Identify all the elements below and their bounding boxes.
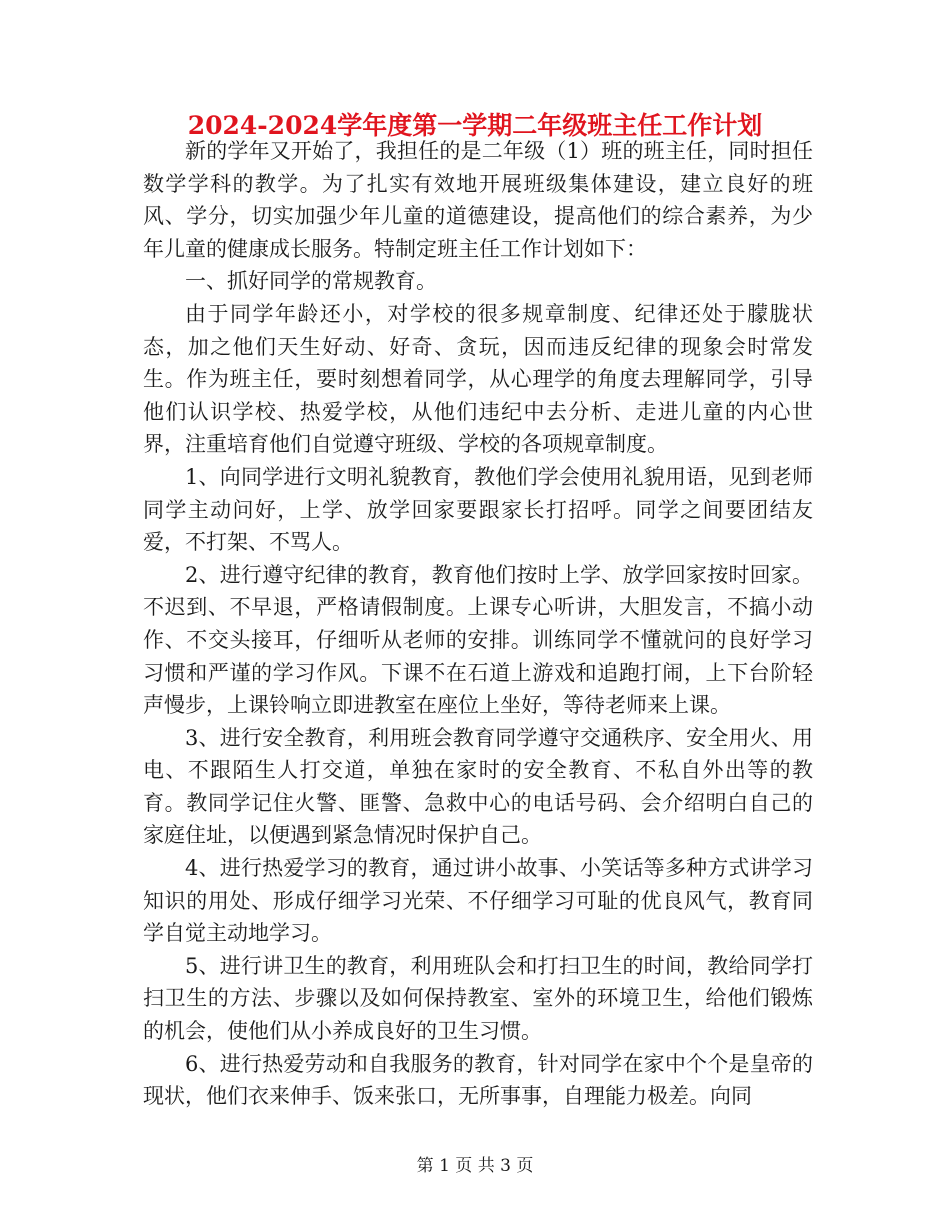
paragraph-intro: 新的学年又开始了，我担任的是二年级（1）班的班主任，同时担任数学学科的教学。为了扎实有效地开展班级集体建设，建立良好的班风、学分，切实加强少年儿童的道德建设，提高他们的综合素养，为少年儿童的健康成长服务。特制定班主任工作计划如下： [143,139,813,261]
list-item-1: 1、向同学进行文明礼貌教育，教他们学会使用礼貌用语，见到老师同学主动问好，上学、放学回家要跟家长打招呼。同学之间要团结友爱，不打架、不骂人。 [143,464,813,555]
section-heading-1: 一、抓好同学的常规教育。 [185,269,437,294]
paragraph-section-1-intro: 由于同学年龄还小，对学校的很多规章制度、纪律还处于朦胧状态，加之他们天生好动、好奇、贪玩，因而违反纪律的现象会时常发生。作为班主任，要时刻想着同学，从心理学的角度去理解同学，引导他们认识学校、热爱学校，从他们违纪中去分析、走进儿童的内心世界，注重培育他们自觉遵守班级、学校的各项规章制度。 [143,301,813,457]
list-item-5: 5、进行讲卫生的教育，利用班队会和打扫卫生的时间，教给同学打扫卫生的方法、步骤以及如何保持教室、室外的环境卫生，给他们锻炼的机会，使他们从小养成良好的卫生习惯。 [143,953,813,1044]
list-item-4: 4、进行热爱学习的教育，通过讲小故事、小笑话等多种方式讲学习知识的用处、形成仔细学习光荣、不仔细学习可耻的优良风气，教育同学自觉主动地学习。 [143,856,813,946]
document-body [143,135,813,1113]
document-title: 2024-2024学年度第一学期二年级班主任工作计划 [187,111,763,140]
list-item-2: 2、进行遵守纪律的教育，教育他们按时上学、放学回家按时回家。不迟到、不早退，严格请假制度。上课专心听讲，大胆发言，不搞小动作、不交头接耳，仔细听从老师的安排。训练同学不懂就问的良好学习习惯和严谨的学习作风。下课不在石道上游戏和追跑打闹，上下台阶轻声慢步，上课铃响立即进教室在座位上坐好，等待老师来上课。 [143,562,813,718]
list-item-3: 3、进行安全教育，利用班会教育同学遵守交通秩序、安全用火、用电、不跟陌生人打交道，单独在家时的安全教育、不私自外出等的教育。教同学记住火警、匪警、急救中心的电话号码、会介绍明白自己的家庭住址，以便遇到紧急情况时保护自己。 [143,725,813,848]
list-item-6: 6、进行热爱劳动和自我服务的教育，针对同学在家中个个是皇帝的现状，他们衣来伸手、饭来张口，无所事事，自理能力极差。向同 [143,1051,813,1109]
page-number-footer: 第 1 页 共 3 页 [416,1156,534,1176]
